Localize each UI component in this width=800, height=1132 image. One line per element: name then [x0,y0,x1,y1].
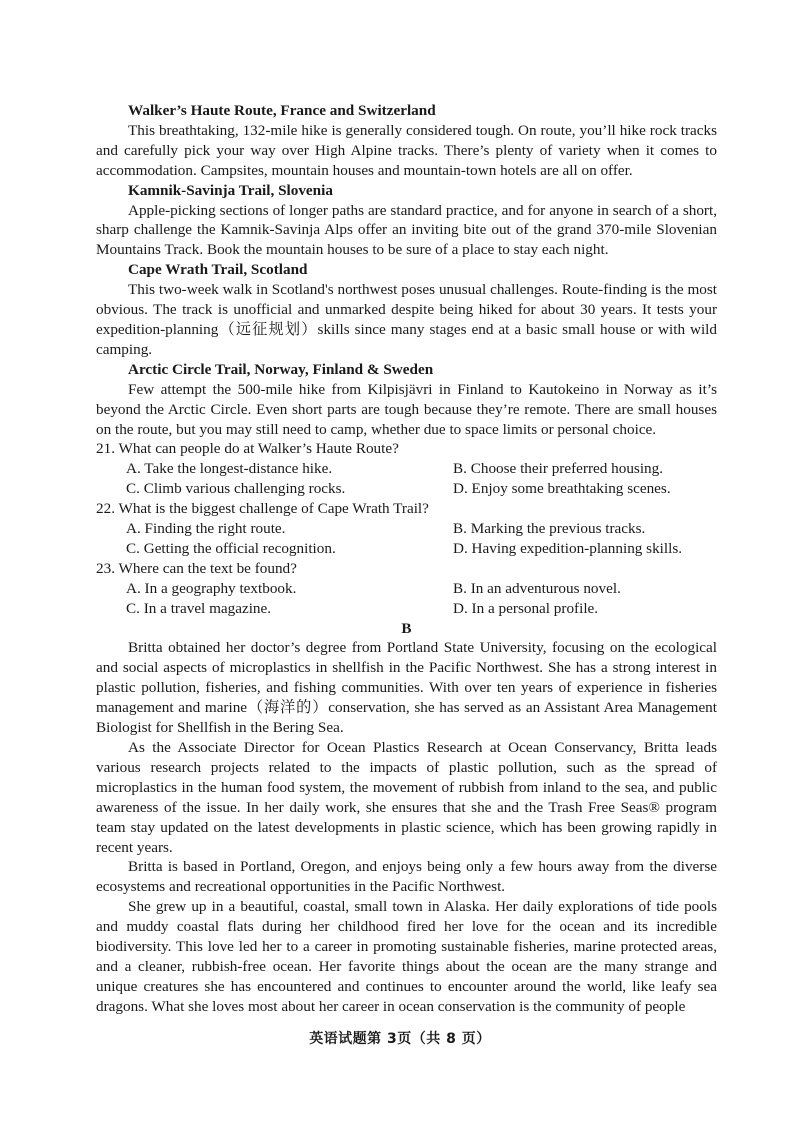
section-text-cape-wrath: This two-week walk in Scotland's northwest poses unusual challenges. Route-finding is the most obvious. The track is unofficial and unmarked despite being hiked for about 30 years. It tests your expedition-planning（远征规划）skills since many stages end at a basic small house or with wild camping. [96,281,717,358]
option-b: B. Marking the previous tracks. [453,520,646,538]
questions [96,439,717,618]
passage-a [96,101,717,439]
passage-b-paragraph-3: Britta is based in Portland, Oregon, and enjoys being only a few hours away from the diverse ecosystems and recreational opportunities in the Pacific Northwest. [96,858,717,896]
passage-b-paragraph-2: As the Associate Director for Ocean Plastics Research at Ocean Conservancy, Britta leads various research projects related to the impacts of plastic pollution, such as the spread of microplastics in the human food system, the movement of rubbish from inland to the sea, and public awareness of the issue. In her daily work, she ensures that she and the Trash Free Seas® program team stay updated on the latest developments in plastic science, which has been growing rapidly in recent years. [96,739,717,856]
option-c: C. In a travel magazine. [126,599,272,617]
option-b: B. In an adventurous novel. [453,579,621,597]
exam-page [96,101,717,1017]
option-row [96,519,717,539]
option-row [96,599,717,619]
question-21 [96,439,717,499]
passage-b-paragraph-4: She grew up in a beautiful, coastal, small town in Alaska. Her daily explorations of tide pools and muddy coastal flats during her childhood fired her love for the ocean and its incredible biodiversity. This love led her to a career in promoting sustainable fisheries, marine protected areas, and a cleaner, rubbish-free ocean. Her favorite things about the ocean are the many strange and unique creatures she has encountered and continues to encounter around the world, like leafy sea dragons. What she loves most about her career in ocean conservation is the community of people [96,898,717,1015]
passage-b [96,619,717,1017]
option-row [96,459,717,479]
option-a: A. In a geography textbook. [126,579,297,597]
option-c: C. Getting the official recognition. [126,539,336,557]
passage-label: B [401,619,412,637]
page-footer: 英语试题第 3页（共 8 页） [309,1031,491,1047]
option-d: D. Enjoy some breathtaking scenes. [453,480,671,498]
section-heading-arctic-circle: Arctic Circle Trail, Norway, Finland & Sweden [128,360,434,378]
section-text-walkers-haute-route: This breathtaking, 132-mile hike is generally considered tough. On route, you’ll hike rock tracks and carefully pick your way over High Alpine tracks. There’s plenty of variety when it comes to accommodation. Campsites, mountain houses and mountain-town hotels are all on offer. [96,121,717,179]
option-c: C. Climb various challenging rocks. [126,480,346,498]
question-stem: 23. Where can the text be found? [96,559,297,577]
option-d: D. In a personal profile. [453,599,599,617]
option-row [96,479,717,499]
question-23 [96,559,717,619]
passage-b-paragraph-1: Britta obtained her doctor’s degree from Portland State University, focusing on the ecological and social aspects of microplastics in shellfish in the Pacific Northwest. She has a strong interest in plastic pollution, fisheries, and fishing communities. With over ten years of experience in fisheries management and marine（海洋的）conservation, she has served as an Assistant Area Management Biologist for Shellfish in the Bering Sea. [96,639,717,737]
section-text-kamnik-savinja: Apple-picking sections of longer paths are standard practice, and for anyone in search of a short, sharp challenge the Kamnik-Savinja Alps offer an inviting bite out of the grand 370-mile Slovenian Mountains Track. Book the mountain houses to be sure of a place to stay each night. [96,201,717,259]
question-stem: 21. What can people do at Walker’s Haute Route? [96,440,399,458]
option-a: A. Finding the right route. [126,520,286,538]
option-b: B. Choose their preferred housing. [453,460,664,478]
question-22 [96,499,717,559]
section-heading-kamnik-savinja: Kamnik-Savinja Trail, Slovenia [128,181,333,199]
question-stem: 22. What is the biggest challenge of Cape Wrath Trail? [96,500,429,518]
section-heading-walkers-haute-route: Walker’s Haute Route, France and Switzerland [128,102,436,119]
section-text-arctic-circle: Few attempt the 500-mile hike from Kilpisjävri in Finland to Kautokeino in Norway as it’s beyond the Arctic Circle. Even short parts are tough because they’re remote. There are small houses on the route, but you may still need to camp, whether due to space limits or personal choice. [96,380,717,438]
option-a: A. Take the longest-distance hike. [126,460,333,478]
section-heading-cape-wrath: Cape Wrath Trail, Scotland [128,261,308,279]
option-row [96,579,717,599]
option-d: D. Having expedition-planning skills. [453,539,683,557]
option-row [96,539,717,559]
